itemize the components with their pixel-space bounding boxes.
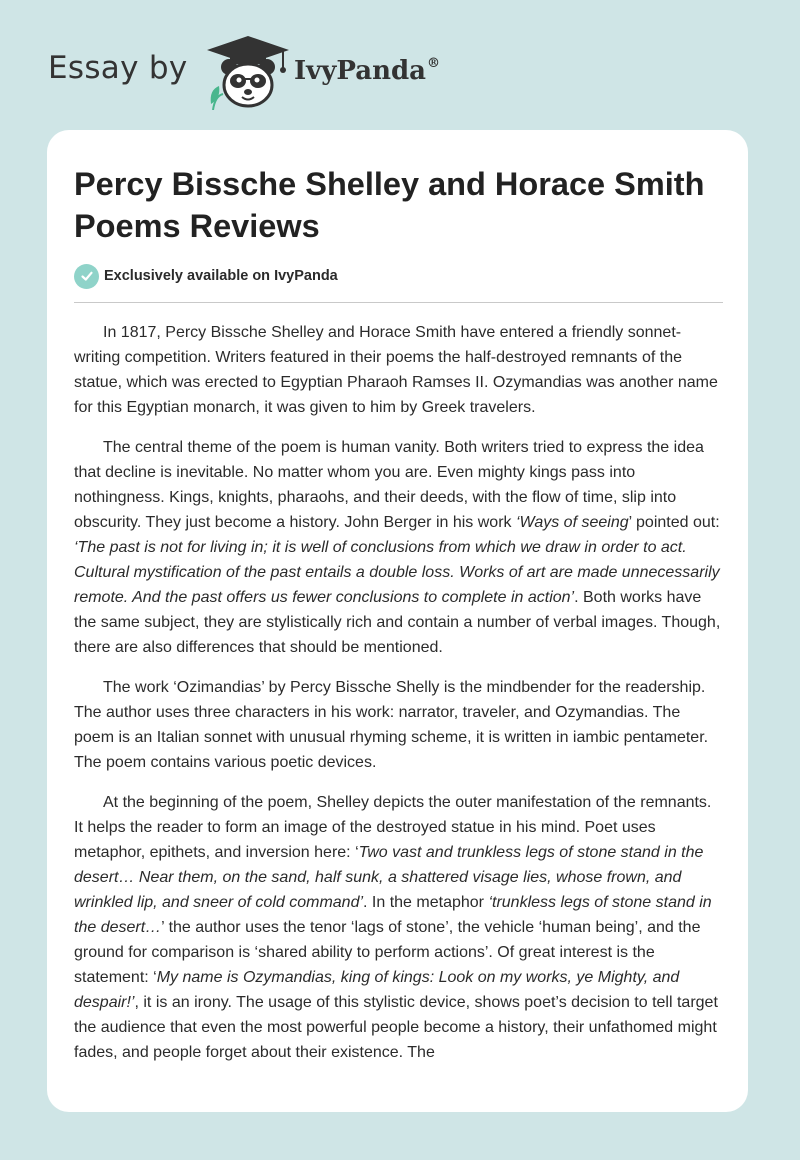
exclusive-badge	[74, 263, 338, 289]
book-title: ‘Ways of seeing	[515, 514, 629, 531]
quote: My name is Ozymandias, king of kings: Look on my works, ye Mighty, and despair!’	[74, 969, 680, 1011]
paragraph-4-text: At the beginning of the poem, Shelley depicts the outer manifestation of the remnants. It helps the reader to form an image of the destroyed statue in his mind. Poet uses metaphor, epithets, and inversion here: ‘	[74, 794, 712, 861]
site-header	[48, 30, 648, 110]
brand-text: IvyPanda	[294, 56, 427, 86]
paragraph-2-text: ’ pointed out:	[628, 514, 720, 531]
paragraph-4-text: . In the metaphor	[363, 894, 489, 911]
quote: ‘The past is not for living in; it is well of conclusions from which we draw in order to act. Cultural mystification of the past entails a double loss. Works of art are made unnecessarily remote. And the past offers us fewer conclusions to complete in action’	[74, 539, 720, 606]
brand-name[interactable]	[294, 56, 440, 86]
article-card	[47, 130, 748, 1112]
quote: ‘trunkless legs of stone stand in the desert…	[74, 894, 712, 936]
divider	[74, 302, 723, 303]
article-body	[74, 320, 724, 1080]
paragraph-4	[74, 790, 724, 1065]
essay-by-label: Essay by	[48, 50, 188, 86]
page-title: Percy Bissche Shelley and Horace Smith Poems Reviews	[74, 166, 705, 244]
badge-label: Exclusively available on IvyPanda	[104, 268, 338, 284]
paragraph-3: The work ‘Ozimandias’ by Percy Bissche Shelly is the mindbender for the readership. The author uses three characters in his work: narrator, traveler, and Ozymandias. The poem is an Italian sonnet with unusual rhyming scheme, it is written in iambic pentameter. The poem contains various poetic devices.	[74, 679, 709, 771]
registered-mark: ®	[427, 56, 441, 71]
paragraph-2-text: The central theme of the poem is human vanity. Both writers tried to express the idea that decline is inevitable. No matter whom you are. Even mighty kings pass into nothingness. Kings, knights, pharaohs, and their deeds, with the flow of time, slip into obscurity. They just become a history. John Berger in his work	[74, 439, 704, 531]
paragraph-2	[74, 435, 724, 660]
quote: Two vast and trunkless legs of stone stand in the desert… Near them, on the sand, half sunk, a shattered visage lies, whose frown, and wrinkled lip, and sneer of cold command’	[74, 844, 704, 911]
panda-logo-icon[interactable]	[203, 34, 293, 110]
paragraph-1: In 1817, Percy Bissche Shelley and Horace Smith have entered a friendly sonnet-writing competition. Writers featured in their poems the half-destroyed remnants of the statue, which was erected to Egyptian Pharaoh Ramses II. Ozymandias was another name for this Egyptian monarch, it was given to him by Greek travelers.	[74, 324, 718, 416]
paragraph-2-text: . Both works have the same subject, they are stylistically rich and contain a number of verbal images. Though, there are also differences that should be mentioned.	[74, 589, 721, 656]
checkmark-icon	[74, 264, 99, 289]
paragraph-4-text: ’ the author uses the tenor ‘lags of stone’, the vehicle ‘human being’, and the ground for comparison is ‘shared ability to perform actions’. Of great interest is the statement: ‘	[74, 919, 701, 986]
paragraph-4-text: , it is an irony. The usage of this stylistic device, shows poet’s decision to tell target the audience that even the most powerful people become a history, their unfathomed might fades, and people forget about their existence. The	[74, 994, 718, 1061]
